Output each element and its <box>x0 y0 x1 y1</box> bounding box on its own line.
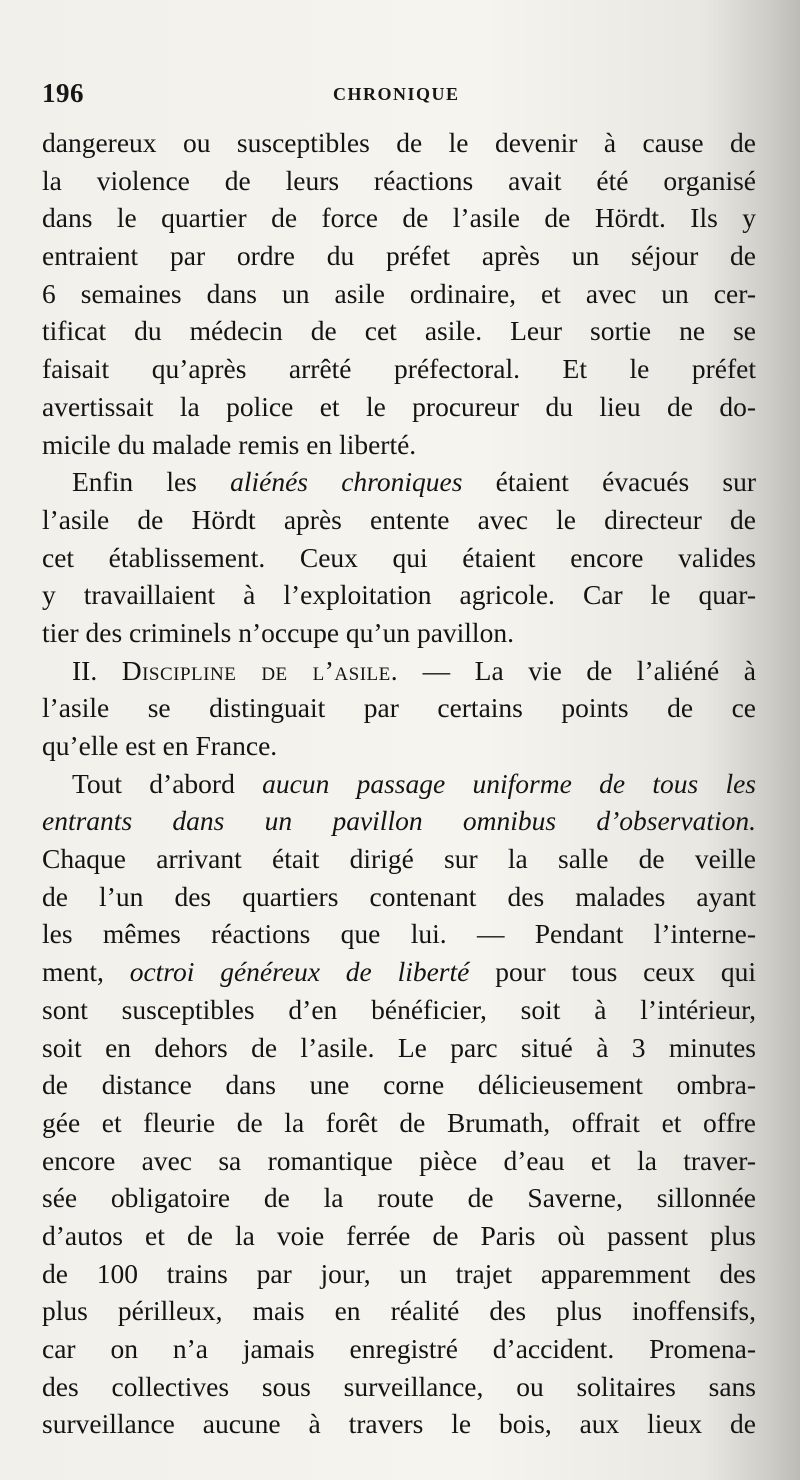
text-line <box>42 652 756 690</box>
text-segment: d’autos et de la voie ferrée de Paris où passent plus <box>42 1219 756 1251</box>
small-caps-heading: Discipline de l’asile. <box>121 654 399 686</box>
text-segment: ment, <box>42 956 130 988</box>
text-segment: sée obligatoire de la route de Saverne, sillonnée <box>42 1182 756 1214</box>
body-text <box>42 124 756 1443</box>
text-line <box>42 689 756 727</box>
text-line <box>42 953 756 991</box>
italic-text-segment: aliénés chroniques <box>230 466 463 498</box>
text-line <box>42 840 756 878</box>
text-line <box>42 991 756 1029</box>
text-segment: l’asile se distinguait par certains points de ce <box>42 692 756 724</box>
page-number: 196 <box>42 78 84 108</box>
text-segment: la violence de leurs réactions avait été organisé <box>42 164 756 196</box>
text-segment: soit en dehors de l’asile. Le parc situé à 3 minutes <box>42 1031 756 1063</box>
text-line <box>42 539 756 577</box>
text-segment: 6 semaines dans un asile ordinaire, et avec un cer- <box>42 277 756 309</box>
text-segment: car on n’a jamais enregistré d’accident. Promena- <box>42 1333 756 1364</box>
text-line <box>42 1330 756 1368</box>
text-segment: de distance dans une corne délicieusement ombra- <box>42 1069 756 1101</box>
text-segment: cet établissement. Ceux qui étaient encore valides <box>42 541 756 573</box>
text-line <box>42 1179 756 1217</box>
text-segment: des collectives sous surveillance, ou solitaires sans <box>42 1370 756 1402</box>
text-segment: plus périlleux, mais en réalité des plus inoffensifs, <box>42 1295 756 1327</box>
text-segment: étaient évacués sur <box>462 466 756 498</box>
text-segment: dangereux ou susceptibles de le devenir à cause de <box>42 127 756 158</box>
text-segment: micile du malade remis en liberté. <box>42 428 417 460</box>
text-line <box>42 1029 756 1067</box>
text-segment: Tout d’abord <box>72 767 263 799</box>
text-line <box>42 1217 756 1255</box>
text-line <box>42 1368 756 1406</box>
text-segment: de l’un des quartiers contenant des malades ayant <box>42 880 756 912</box>
italic-text-segment: octroi généreux de liberté <box>129 956 470 988</box>
text-line <box>42 388 756 426</box>
running-title: CHRONIQUE <box>333 84 460 104</box>
text-segment: sont susceptibles d’en bénéficier, soit à l’intérieur, <box>42 993 756 1025</box>
page-header <box>42 78 757 114</box>
text-segment: Enfin les <box>72 466 231 498</box>
text-line <box>42 124 756 162</box>
text-segment: l’asile de Hördt après entente avec le directeur de <box>42 503 756 535</box>
text-segment: entraient par ordre du préfet après un séjour de <box>42 240 756 272</box>
text-line <box>42 312 756 350</box>
text-segment: dans le quartier de force de l’asile de Hördt. Ils y <box>42 202 756 234</box>
text-line <box>42 426 756 464</box>
text-segment: y travaillaient à l’exploitation agricole. Car le quar- <box>42 579 756 611</box>
text-segment: gée et fleurie de la forêt de Brumath, offrait et offre <box>42 1106 756 1138</box>
text-line <box>42 1142 756 1180</box>
text-segment: de 100 trains par jour, un trajet apparemment des <box>42 1257 756 1289</box>
text-line <box>42 727 756 765</box>
text-line <box>42 576 756 614</box>
text-segment: qu’elle est en France. <box>42 730 278 761</box>
text-segment: tier des criminels n’occupe qu’un pavillon. <box>42 616 514 648</box>
text-line <box>42 199 756 237</box>
text-segment: II. <box>72 654 122 686</box>
text-segment: surveillance aucune à travers le bois, aux lieux de <box>42 1408 756 1440</box>
text-segment: encore avec sa romantique pièce d’eau et la traver- <box>42 1144 756 1176</box>
text-line <box>42 350 756 388</box>
text-line <box>42 1405 756 1443</box>
text-line <box>42 501 756 539</box>
text-line <box>42 614 756 652</box>
text-line <box>42 237 756 275</box>
text-segment: les mêmes réactions que lui. — Pendant l’interne- <box>42 918 756 950</box>
text-line <box>42 463 756 501</box>
text-line <box>42 878 756 916</box>
text-line <box>42 802 756 840</box>
text-segment: avertissait la police et le procureur du lieu de do- <box>42 390 756 422</box>
text-segment: Chaque arrivant était dirigé sur la salle de veille <box>42 843 756 875</box>
text-line <box>42 275 756 313</box>
text-line <box>42 1104 756 1142</box>
text-line <box>42 162 756 200</box>
text-line <box>42 1255 756 1293</box>
text-segment: pour tous ceux qui <box>469 956 756 988</box>
italic-text-segment: entrants dans un pavillon omnibus d’observation. <box>42 805 756 837</box>
text-line <box>42 915 756 953</box>
text-segment: faisait qu’après arrêté préfectoral. Et le préfet <box>42 353 756 385</box>
italic-text-segment: aucun passage uniforme de tous les <box>262 767 756 799</box>
text-line <box>42 1292 756 1330</box>
text-segment: — La vie de l’aliéné à <box>398 654 756 686</box>
text-line <box>42 1066 756 1104</box>
text-segment: tificat du médecin de cet asile. Leur sortie ne se <box>42 315 756 347</box>
text-line <box>42 765 756 803</box>
